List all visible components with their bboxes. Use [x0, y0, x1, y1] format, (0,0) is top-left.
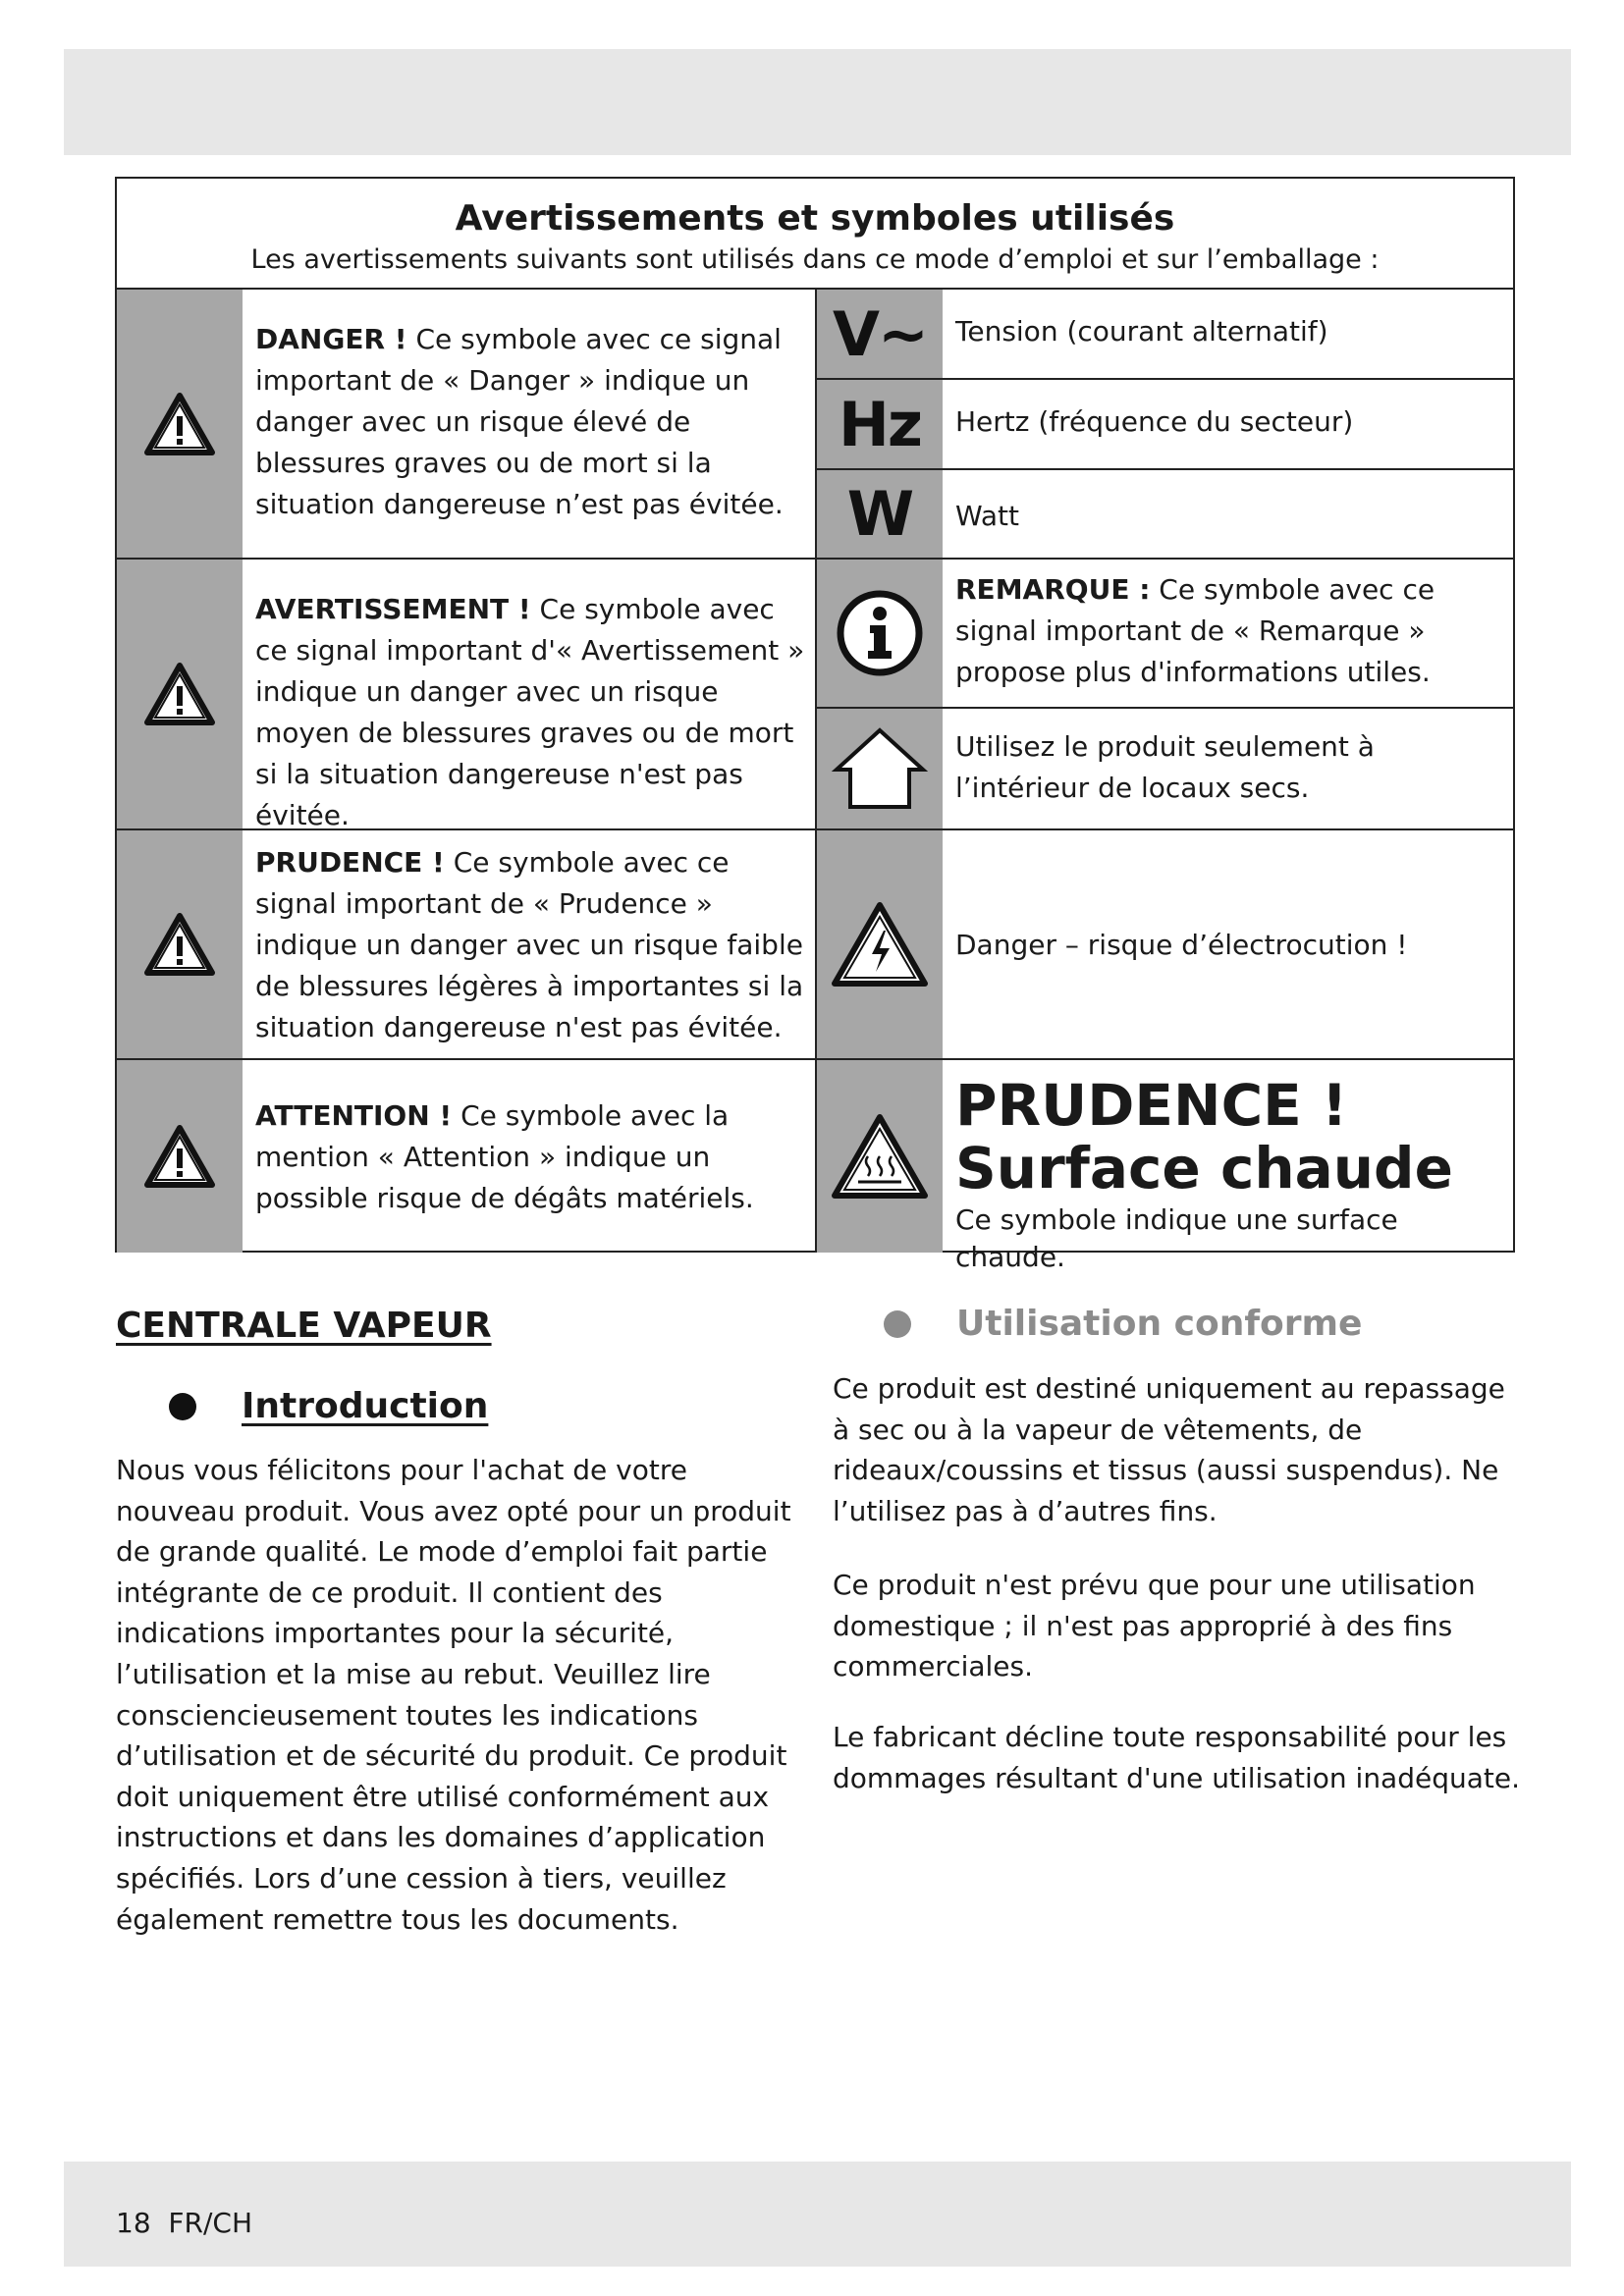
electric-text: Danger – risque d’électrocution !	[955, 929, 1408, 961]
icon-cell	[817, 290, 943, 378]
icon-cell	[117, 830, 243, 1058]
voltage-symbol: V~	[833, 297, 927, 370]
bullet-icon	[884, 1310, 911, 1338]
warning-triangle-icon	[144, 1125, 215, 1188]
hot-surface-text: Ce symbole indique une surface chaude.	[955, 1203, 1398, 1273]
watt-text: Watt	[955, 500, 1020, 532]
icon-cell	[817, 830, 943, 1058]
usage-heading-label: Utilisation conforme	[956, 1304, 1363, 1344]
intro-heading	[169, 1386, 488, 1426]
row-remarque	[817, 560, 1513, 709]
bullet-icon	[169, 1393, 196, 1420]
warning-triangle-icon	[144, 393, 215, 455]
row-hertz	[817, 380, 1513, 470]
icon-cell	[117, 1060, 243, 1253]
row-hot-surface	[817, 1060, 1513, 1273]
remarque-text: REMARQUE : Ce symbole avec ce signal important de « Remarque » propose plus d'informations utiles.	[955, 573, 1435, 688]
indoor-text: Utilisez le produit seulement à l’intérieur de locaux secs.	[955, 730, 1375, 804]
intro-text: Nous vous félicitons pour l'achat de votre nouveau produit. Vous avez opté pour un produit de grande qualité. Le mode d’emploi fait partie intégrante de ce produit. Il contient des indications importantes pour la sécurité, l’utilisation et la mise au rebut. Veuillez lire consciencieusement toutes les indications d’utilisation et de sécurité du produit. Ce produit doit uniquement être utilisé conformément aux instructions et dans les domaines d’application spécifiés. Lors d’une cession à tiers, veuillez également remettre tous les documents.	[116, 1454, 791, 1936]
hot-surface-icon	[831, 1113, 929, 1200]
icon-cell	[817, 1060, 943, 1253]
row-avertissement	[117, 560, 815, 830]
hertz-text: Hertz (fréquence du secteur)	[955, 405, 1354, 438]
hot-surface-heading-1: PRUDENCE !	[955, 1072, 1348, 1139]
intro-heading-label: Introduction	[242, 1386, 489, 1426]
icon-cell	[817, 380, 943, 468]
hot-surface-block	[955, 1074, 1510, 1276]
row-watt	[817, 470, 1513, 560]
warning-triangle-icon	[144, 663, 215, 725]
usage-para-2: Ce produit n'est prévu que pour une utilisation domestique ; il n'est pas approprié à des fins commerciales.	[833, 1569, 1476, 1683]
row-attention	[117, 1060, 815, 1253]
footer-band	[64, 2162, 1571, 2267]
icon-cell	[817, 470, 943, 558]
danger-text: DANGER ! Ce symbole avec ce signal important de « Danger » indique un danger avec un risque élevé de blessures graves ou de mort si la situation dangereuse n’est pas évitée.	[255, 323, 784, 520]
row-voltage	[817, 290, 1513, 380]
table-subtitle: Les avertissements suivants sont utilisés dans ce mode d’emploi et sur l’emballage :	[250, 244, 1380, 275]
row-prudence	[117, 830, 815, 1060]
warning-triangle-icon	[144, 913, 215, 976]
icon-cell	[117, 560, 243, 828]
voltage-text: Tension (courant alternatif)	[955, 315, 1328, 347]
table-header	[117, 179, 1513, 290]
attention-text: ATTENTION ! Ce symbole avec la mention « Attention » indique un possible risque de dégâts matériels.	[255, 1099, 754, 1214]
prudence-text: PRUDENCE ! Ce symbole avec ce signal important de « Prudence » indique un danger avec un risque faible de blessures légères à importantes si la situation dangereuse n'est pas évitée.	[255, 846, 804, 1043]
section-title: CENTRALE VAPEUR	[116, 1306, 492, 1346]
avertissement-text: AVERTISSEMENT ! Ce symbole avec ce signal important d'« Avertissement » indique un danger avec un risque moyen de blessures graves ou de mort si la situation dangereuse n'est pas évitée.	[255, 593, 805, 831]
usage-para-3: Le fabricant décline toute responsabilité pour les dommages résultant d'une utilisation inadéquate.	[833, 1721, 1520, 1794]
hot-surface-heading-2: Surface chaude	[955, 1135, 1453, 1201]
row-electric	[817, 830, 1513, 1060]
info-icon	[835, 588, 925, 678]
row-indoor	[817, 709, 1513, 830]
row-danger	[117, 290, 815, 560]
page-number: 18 FR/CH	[116, 2207, 253, 2239]
warnings-table	[115, 177, 1515, 1273]
hertz-symbol: Hz	[839, 388, 921, 460]
icon-cell	[117, 290, 243, 558]
usage-heading	[884, 1304, 1362, 1344]
table-title: Avertissements et symboles utilisés	[455, 198, 1175, 239]
watt-symbol: W	[846, 478, 913, 550]
header-band	[64, 49, 1571, 155]
house-icon	[831, 724, 929, 813]
usage-para-1: Ce produit est destiné uniquement au repassage à sec ou à la vapeur de vêtements, de rideaux/coussins et tissus (aussi suspendus). Ne l’utilisez pas à d’autres fins.	[833, 1372, 1505, 1527]
icon-cell	[817, 560, 943, 707]
electric-shock-icon	[831, 901, 929, 988]
icon-cell	[817, 709, 943, 828]
